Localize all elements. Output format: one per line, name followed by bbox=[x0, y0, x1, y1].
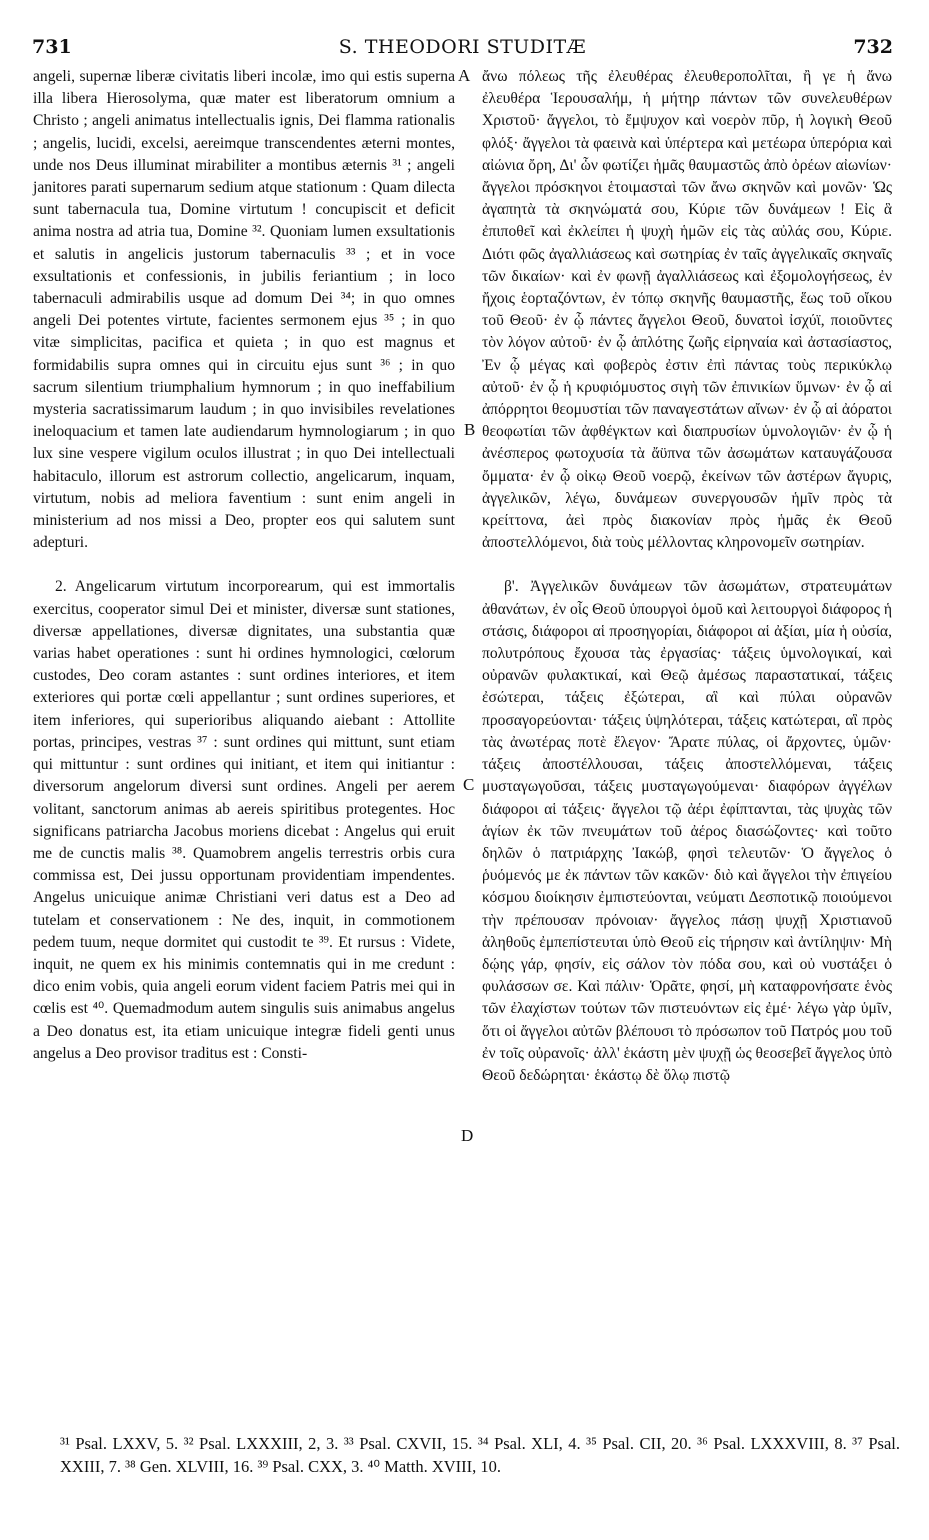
footnotes: ³¹ Psal. LXXV, 5. ³² Psal. LXXXIII, 2, 3. ³³ Psal. CXVII, 15. ³⁴ Psal. XLI, 4. ³⁵ Psal. CII, 20. ³⁶ Psal. LXXXVIII, 8. ³⁷ Psal. XXIII, 7. ³⁸ Gen. XLVIII, 16. ³⁹ Psal. CXX, 3. ⁴⁰ Matth. XVIII, 10. bbox=[60, 1434, 900, 1476]
latin-paragraph-2: 2. Angelicarum virtutum incorporearum, qui est immortalis exercitus, cooperator simul Dei et minister, diversæ sunt stationes, diversæ appellationes, diversæ dignitates, una substantia quæ varias habet operationes : sunt hi ordines hymnologici, cœlorum custodes, Deo coram astantes : sunt ordines interiores, et item exteriores qui portæ cœli appellantur ; sunt ordines superiores, et item inferiores, qui superioribus aliquando aiebant : Attollite portas, principes, vestras ³⁷ : sunt ordines qui mittunt, sunt etiam qui mittuntur : sunt ordines qui initiant, et item qui initiantur : diversorum angelorum diversi sunt ordines. Angeli per aerem volitant, sanctorum animas ab aereis spiritibus protegentes. Hoc significans patriarcha Jacobus moriens dicebat : Angelus qui eruit me de cunctis malis ³⁸. Quamobrem angelis terrestris orbis cura commissa est, Dei jussu opportunam providentiam impendentes. Angelus unicuique animæ Christiani veri datus est a Deo ad tutelam et conservationem : Ne des, inquit, in commotionem pedem tuum, neque dormitet qui custodit te ³⁹. Et rursus : Videte, inquit, ne quem ex his minimis contemnatis qui in me credunt : dico enim vobis, quia angeli eorum vident faciem Patris mei qui in cœlis est ⁴⁰. Quemadmodum autem singulis suis animabus angelus a Deo donatus est, ita etiam unicuique integræ fideli genti unus angelus a Deo provisor traditus est : Consti- bbox=[33, 578, 455, 1062]
latin-column bbox=[33, 66, 455, 1065]
margin-marker-d: D bbox=[461, 1126, 474, 1145]
latin-paragraph-1: angeli, supernæ liberæ civitatis liberi incolæ, imo qui estis superna illa libera Hierosolyma, quæ mater est liberatorum omnium a Christo ; angeli animatus intellectualis ignis, Dei flamma rationalis ; angelis, lucidi, excelsi, aereimque transcendentes æterni montes, unde nos Deus illuminat mirabiliter a montibus æternis ³¹ ; angeli janitores parati supernarum sedium atque stationum : Quam dilecta sunt tabernacula tua, Domine virtutum ! concupiscit et deficit anima nostra ad atria tua, Domine ³². Quoniam lumen exsultationis et salutis in angelicis justorum tabernaculis ³³ ; et in voce exsultationis et confessionis, in jubilis feriantium ; in loco tabernaculi admirabilis usque ad domum Dei ³⁴; in quo omnes angeli Dei potentes virtute, facientes sermonem ejus ³⁵ ; in quo vitæ simplicitas, pacifica et quieta ; in quo est magnus et formidabilis supra omnes qui in circuitu ejus sunt ³⁶ ; in quo sacrum silentium triumphalium hymnorum ; in quo ineffabilium mysteria sacratissimarum laudum ; in quo invisibiles revelationes ineloquacium et tamen late audiendarum hymnologiarum ; in quo lux sine vespere vigilum oculos illustrat ; in quo Dei intellectuali habitaculo, illorum est astrorum collectio, angelicarum, inquam, virtutum, nobis ad meliora faventium : sunt enim angeli in ministerium ad nos missi a Deo, propter eos qui salutem sunt adepturi. bbox=[33, 68, 455, 552]
page-number-left: 731 bbox=[32, 36, 72, 58]
margin-marker-b: B bbox=[464, 420, 476, 439]
margin-marker-c: C bbox=[463, 775, 475, 794]
page-header bbox=[30, 36, 895, 64]
margin-marker-a: A bbox=[458, 66, 471, 85]
greek-paragraph-2: β'. Ἀγγελικῶν δυνάμεων τῶν ἀσωμάτων, στρατευμάτων ἀθανάτων, ἐν οἷς Θεοῦ ὑπουργοὶ ὁμοῦ καὶ λειτουργοὶ διάφορος ἡ στάσις, διάφοροι αἱ προσηγορίαι, διάφοροι αἱ ἀξίαι, μία ἡ οὐσία, πολυτρόπους ἔχουσα τὰς ἐργασίας· τάξεις ὑμνολογικαί, καὶ οὐρανῶν φυλακτικαί, καὶ Θεῷ ἀμέσως παραστατικαί, τάξεις ἐσώτεραι, τάξεις ἐξώτεραι, αἳ καὶ πύλαι οὐρανῶν προσαγορεύονται· τάξεις ὑψηλότεραι, τάξεις κατώτεραι, αἳ πρὸς τὰς ἀνωτέρας ποτὲ ἔλεγον· Ἄρατε πύλας, οἱ ἄρχοντες, ὑμῶν· τάξεις ἀποστέλλουσαι, τάξεις ἀποστελλόμεναι, τάξεις μυσταγωγοῦσαι, τάξεις μυσταγωγούμεναι· διαφόρων ἀγγέλων διάφοροι αἱ τάξεις· ἄγγελοι τῷ ἀέρι ἐφίπτανται, τὰς ψυχὰς τῶν ἁγίων ἐκ τῶν πνευμάτων τοῦ ἀέρος διασώζοντες· καὶ τοῦτο δηλῶν ὁ πατριάρχης Ἰακώβ, φησὶ τελευτῶν· Ὁ ἄγγελος ὁ ῥυόμενός με ἐκ πάντων τῶν κακῶν· διὸ καὶ ἄγγελοι τὴν ἐπιγείου κόσμου διοίκησιν ἐμπιστεύονται, νεύματι Δεσποτικῷ ποιούμενοι τὴν πρέπουσαν πρόνοιαν· ἄγγελος πάσῃ ψυχῇ Χριστιανοῦ ἀληθοῦς ἐμπεπίστευται ὑπὸ Θεοῦ εἰς τήρησιν καὶ ἀντίληψιν· Μὴ δῴης γάρ, φησίν, εἰς σάλον τὸν πόδα σου, καὶ οὐ νυστάξει ὁ φυλάσσων σε. Καὶ πάλιν· Ὁρᾶτε, φησί, μὴ καταφρονήσατε ἑνὸς τῶν ἐλαχίστων τούτων τῶν πιστευόντων εἰς ἐμέ· λέγω γὰρ ὑμῖν, ὅτι οἱ ἄγγελοι αὐτῶν βλέπουσι τὸ πρόσωπον τοῦ Πατρός μου τοῦ ἐν τοῖς οὐρανοῖς· ἀλλ' ἑκάστη μὲν ψυχῇ ὡς θεοσεβεῖ ἄγγελος ὑπὸ Θεοῦ δεδώρηται· ἑκάστῳ δὲ ὅλῳ πιστῷ bbox=[482, 578, 892, 1084]
greek-paragraph-1: ἄνω πόλεως τῆς ἐλευθέρας ἐλευθεροπολῖται, ἢ γε ἡ ἄνω ἐλευθέρα Ἱερουσαλήμ, ἡ μήτηρ πάντων τῶν συνελευθέρων Χριστοῦ· ἄγγελοι, τὸ ἔμψυχον καὶ νοερὸν πῦρ, ἡ λογικὴ Θεοῦ φλόξ· ἄγγελοι τὰ φαεινὰ καὶ ὑπέρτερα καὶ μετέωρα ὑπερόρια καὶ αἰώνια ὄρη, Δι' ὧν φωτίζει ἡμᾶς θαυμαστῶς ἀπὸ ὀρέων αἰωνίων· ἄγγελοι πρόσκηνοι ἑτοιμασταὶ τῶν ἄνω σκηνῶν καὶ μονῶν· Ὡς ἀγαπητὰ τὰ σκηνώματά σου, Κύριε τῶν δυνάμεων ! Εἰς ἃ ἐπιποθεῖ καὶ ἐκλείπει ἡ ψυχὴ ἡμῶν εἰς τὰς αὐλάς σου, Κύριε. Διότι φῶς ἀγαλλιάσεως καὶ σωτηρίας ἐν ταῖς ἀγγελικαῖς σκηναῖς τῶν δικαίων· καὶ ἐν φωνῇ ἀγαλλιάσεως καὶ ἐξομολογήσεως, ἐν ἤχοις ἑορταζόντων, ἐν τόπῳ σκηνῆς θαυμαστῆς, ἕως τοῦ οἴκου τοῦ Θεοῦ· ἐν ᾧ πάντες ἄγγελοι Θεοῦ, δυνατοὶ ἰσχύϊ, ποιοῦντες τὸν λόγον αὐτοῦ· ἐν ᾧ ἁπλότης ζωῆς εἰρηναία καὶ ἀστασίαστος, Ἐν ᾧ μέγας καὶ φοβερὸς ἐστιν ἐπὶ πάντας τοὺς περικύκλῳ αὐτοῦ· ἐν ᾧ ἡ κρυφιόμυστος σιγὴ τῶν ἐπινικίων ὕμνων· ἐν ᾧ αἱ ἀπόρρητοι θεομυστίαι τῶν παναγεστάτων αἴνων· ἐν ᾧ αἱ ἀόρατοι θεοφωτίαι τῶν ἀφθέγκτων καὶ διαπρυσίων ὑμνολογιῶν· ἐν ᾧ ἡ ἀνέσπερος φωτοχυσία τὰ ἄϋπνα τῶν ἀσωμάτων καταυγάζουσα ὄμματα· ἐν ᾧ οἰκῳ Θεοῦ νοερῷ, ἐκείνων τῶν ἀστέρων ἄγυρις, ἀγγελικῶν, λέγω, δυνάμεων συνεργουσῶν ἡμῖν πρὸς τὰ κρείττονα, ἀεὶ πρὸς διακονίαν πρὸς ἡμᾶς ἐκ Θεοῦ ἀποστελλόμενοι, διὰ τοὺς μέλλοντας κληρονομεῖν σωτηρίαν. bbox=[482, 68, 892, 552]
page-number-right: 732 bbox=[853, 36, 893, 58]
greek-column bbox=[482, 66, 892, 1087]
running-title: S. THEODORI STUDITÆ bbox=[338, 36, 587, 58]
